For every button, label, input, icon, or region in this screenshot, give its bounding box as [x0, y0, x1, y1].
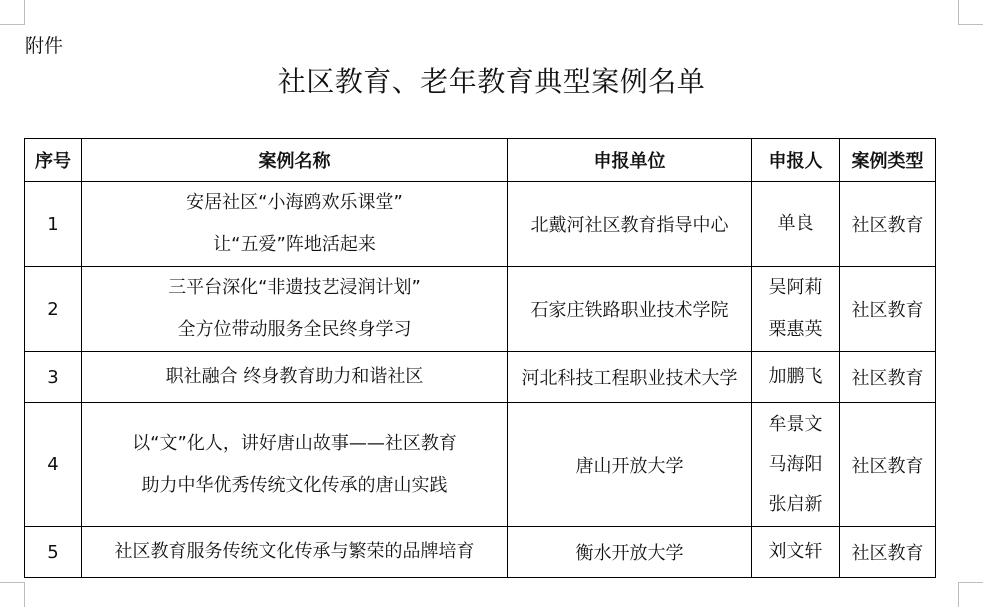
case-name-line: 三平台深化“非遗技艺浸润计划” — [168, 277, 421, 298]
row-applicant-unit: 石家庄铁路职业技术学院 — [508, 267, 752, 352]
row-applicant-unit: 衡水开放大学 — [508, 527, 752, 578]
case-name-line: 全方位带动服务全民终身学习 — [177, 319, 412, 340]
row-case-type: 社区教育 — [840, 403, 936, 527]
case-name-line: 社区教育服务传统文化传承与繁荣的品牌培育 — [114, 541, 475, 562]
attachment-label: 附件 — [25, 35, 64, 57]
header-case-name: 案例名称 — [82, 139, 508, 182]
header-serial-number: 序号 — [25, 139, 82, 182]
row-case-type: 社区教育 — [840, 267, 936, 352]
applicant-name: 吴阿莉 — [768, 277, 823, 298]
applicant-name: 栗惠英 — [768, 319, 823, 340]
table-row — [25, 403, 936, 527]
page-corner-mark-top-right — [958, 0, 983, 25]
row-applicants — [752, 403, 840, 527]
row-case-type: 社区教育 — [840, 527, 936, 578]
row-applicants — [752, 527, 840, 578]
case-list-table — [24, 138, 936, 578]
row-case-name — [82, 403, 508, 527]
row-applicant-unit: 唐山开放大学 — [508, 403, 752, 527]
row-applicant-unit: 北戴河社区教育指导中心 — [508, 182, 752, 267]
row-serial-number: 2 — [25, 267, 82, 352]
applicant-name: 马海阳 — [768, 453, 823, 475]
row-case-type: 社区教育 — [840, 182, 936, 267]
row-applicants — [752, 182, 840, 267]
row-case-name — [82, 527, 508, 578]
row-case-name — [82, 182, 508, 267]
table-row — [25, 352, 936, 403]
case-name-line: 以“文”化人，讲好唐山故事——社区教育 — [132, 432, 457, 454]
row-serial-number: 3 — [25, 352, 82, 403]
row-applicants — [752, 352, 840, 403]
row-case-type: 社区教育 — [840, 352, 936, 403]
applicant-name: 张启新 — [768, 493, 823, 515]
row-applicant-unit: 河北科技工程职业技术大学 — [508, 352, 752, 403]
row-serial-number: 1 — [25, 182, 82, 267]
row-case-name — [82, 267, 508, 352]
table-row — [25, 527, 936, 578]
header-applicant-unit: 申报单位 — [508, 139, 752, 182]
page-corner-mark-bottom-right — [958, 582, 983, 607]
table-row — [25, 267, 936, 352]
table-header-row — [25, 139, 936, 182]
page-corner-mark-top-left — [0, 0, 25, 25]
applicant-name: 加鹏飞 — [768, 366, 823, 387]
header-applicant: 申报人 — [752, 139, 840, 182]
row-case-name — [82, 352, 508, 403]
row-serial-number: 5 — [25, 527, 82, 578]
table-row — [25, 182, 936, 267]
case-name-line: 职社融合 终身教育助力和谐社区 — [165, 366, 424, 387]
header-case-type: 案例类型 — [840, 139, 936, 182]
page-corner-mark-bottom-left — [0, 582, 25, 607]
document-title: 社区教育、老年教育典型案例名单 — [277, 65, 706, 98]
case-name-line: 安居社区“小海鸥欢乐课堂” — [186, 192, 403, 213]
case-name-line: 让“五爱”阵地活起来 — [213, 234, 376, 255]
row-applicants — [752, 267, 840, 352]
applicant-name: 单良 — [777, 213, 814, 234]
applicant-name: 牟景文 — [768, 413, 823, 435]
case-name-line: 助力中华优秀传统文化传承的唐山实践 — [141, 474, 448, 496]
applicant-name: 刘文轩 — [768, 541, 823, 562]
row-serial-number: 4 — [25, 403, 82, 527]
